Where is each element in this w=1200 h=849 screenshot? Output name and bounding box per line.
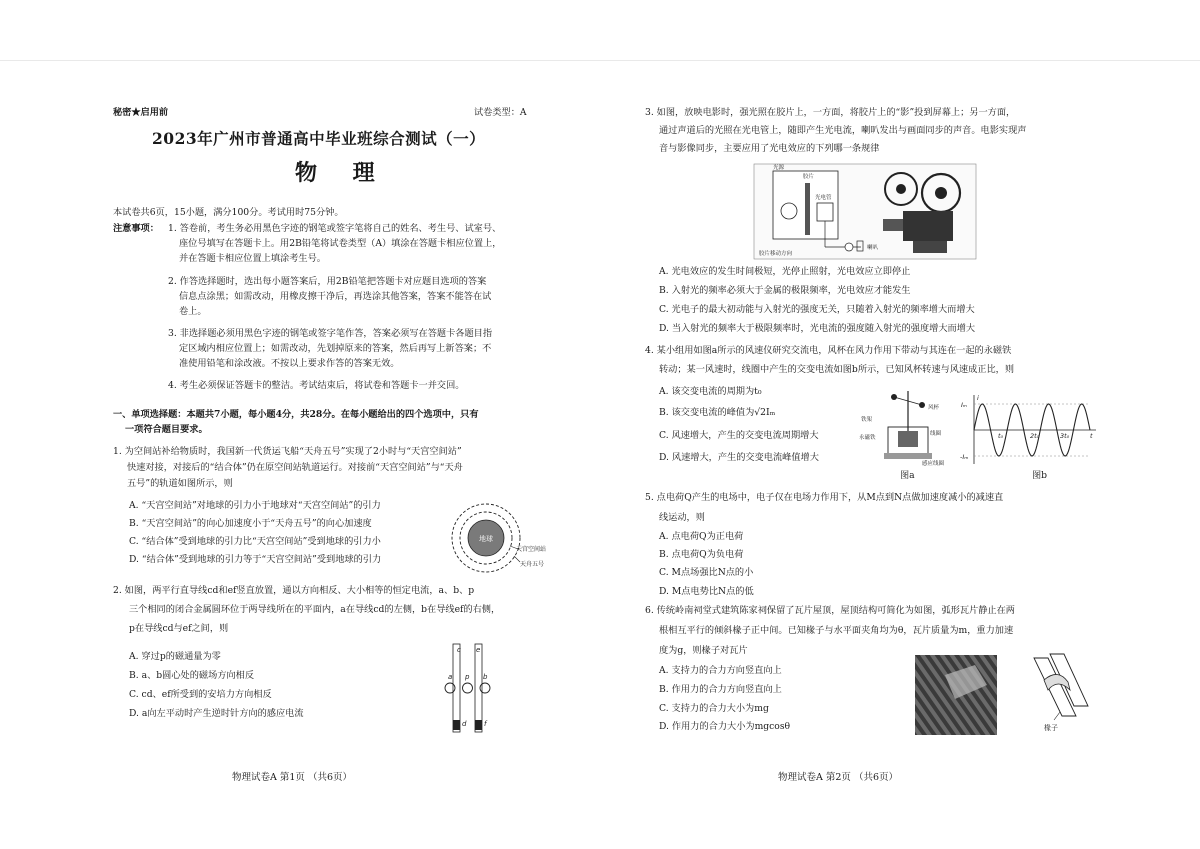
roof-tile-photo — [915, 655, 997, 735]
label-b: b — [483, 673, 488, 681]
label-magnet: 永磁铁 — [859, 435, 876, 441]
label-a: a — [448, 673, 453, 681]
q4-stem-line: 转动；某一风速时，线圈中产生的交变电流如图b所示，已知风杯转速与风速成正比，则 — [659, 364, 1015, 375]
label-speaker: 喇叭 — [867, 245, 879, 251]
label-t0: t₀ — [998, 432, 1004, 440]
page-footer: 物理试卷A 第1页 （共6页） — [232, 772, 352, 783]
label-film: 胶片 — [803, 174, 815, 180]
label-e: e — [476, 646, 481, 654]
label-coil: 线圈 — [930, 431, 942, 437]
label-f: f — [484, 720, 487, 728]
paper-type: 试卷类型：A — [474, 107, 527, 118]
label-induction-coil: 感应线圈 — [922, 461, 945, 467]
q1-option-b: B. “天宫空间站”的向心加速度小于“天舟五号”的向心加速度 — [129, 518, 372, 529]
label-d: d — [462, 720, 467, 728]
q3-option-b: B. 入射光的频率必须大于金属的极限频率，光电效应才能发生 — [659, 285, 911, 296]
q4-stem-line: 4. 某小组用如图a所示的风速仪研究交流电，风杯在风力作用下带动与其连在一起的永磁铁 — [645, 345, 1012, 356]
q6-option-c: C. 支持力的合力大小为mg — [659, 703, 769, 714]
q2-stem-line: 2. 如图，两平行直导线cd和ef竖直放置，通以方向相反、大小相等的恒定电流，a、b、p — [113, 585, 475, 596]
note-line: 信息点涂黑；如需改动，用橡皮擦干净后，再选涂其他答案，答案不能答在试 — [179, 291, 492, 302]
label-3t0: 3t₀ — [1060, 432, 1070, 440]
q3-option-d: D. 当入射光的频率大于极限频率时，光电流的强度随入射光的强度增大而增大 — [659, 323, 976, 334]
figure-a-caption: 图a — [900, 470, 915, 481]
notes-label: 注意事项： — [113, 223, 159, 234]
confidential-mark: 秘密★启用前 — [113, 107, 169, 118]
label-stand: 铁架 — [861, 417, 873, 423]
q6-stem-line: 根相互平行的倾斜椽子正中间。已知椽子与水平面夹角均为θ，瓦片质量为m，重力加速 — [659, 625, 1014, 636]
q3-option-a: A. 光电效应的发生时间极短，光停止照射，光电效应立即停止 — [659, 266, 911, 277]
label-2t0: 2t₀ — [1030, 432, 1040, 440]
intro-text: 本试卷共6页，15小题，满分100分。考试用时75分钟。 — [113, 207, 344, 218]
page-footer: 物理试卷A 第2页 （共6页） — [778, 772, 898, 783]
q3-stem-line: 音与影像同步，主要应用了光电效应的下列哪一条规律 — [659, 143, 880, 154]
section-heading-cont: 一项符合题目要求。 — [125, 424, 208, 435]
rafter-diagram — [1014, 650, 1094, 736]
note-line: 并在答题卡相应位置上填涂考生号。 — [179, 253, 326, 264]
label-neg-im: -Iₘ — [960, 453, 969, 461]
q2-stem-line: p在导线cd与ef之间，则 — [129, 623, 229, 634]
q1-stem-line: 五号”的轨道如图所示，则 — [127, 478, 233, 489]
q5-option-a: A. 点电荷Q为正电荷 — [659, 531, 744, 542]
note-line: 4. 考生必须保证答题卡的整洁。考试结束后，将试卷和答题卡一并交回。 — [168, 380, 465, 391]
q3-stem-line: 3. 如图，放映电影时，强光照在胶片上，一方面，将胶片上的“影”投到屏幕上；另一方面， — [645, 107, 1016, 118]
ship-label: 天舟五号 — [520, 561, 545, 568]
q5-option-b: B. 点电荷Q为负电荷 — [659, 549, 744, 560]
projector-figure — [753, 163, 978, 260]
figure-b-caption: 图b — [1032, 470, 1048, 481]
orbit-figure — [448, 500, 548, 576]
anemometer-figure — [858, 387, 958, 479]
q1-option-d: D. “结合体”受到地球的引力等于“天宫空间站”受到地球的引力 — [129, 554, 382, 565]
section-heading: 一、单项选择题：本题共7小题，每小题4分，共28分。在每小题给出的四个选项中，只有 — [113, 409, 479, 420]
label-p: p — [465, 673, 470, 681]
note-line: 1. 答卷前，考生务必用黑色字迹的钢笔或签字笔将自己的姓名、考生号、试室号、 — [168, 223, 502, 234]
q3-option-c: C. 光电子的最大初动能与入射光的强度无关，只随着入射光的频率增大而增大 — [659, 304, 975, 315]
label-c: c — [457, 646, 461, 654]
q6-option-d: D. 作用力的合力大小为mgcosθ — [659, 721, 791, 732]
rafter-label: 椽子 — [1044, 724, 1058, 732]
q1-option-c: C. “结合体”受到地球的引力比“天宫空间站”受到地球的引力小 — [129, 536, 381, 547]
q2-option-d: D. a向左平动时产生逆时针方向的感应电流 — [129, 708, 304, 719]
page-2 — [600, 0, 1200, 849]
q5-stem-line: 5. 点电荷Q产生的电场中，电子仅在电场力作用下，从M点到N点做加速度减小的减速直 — [645, 492, 1004, 503]
q2-option-a: A. 穿过p的磁通量为零 — [129, 651, 221, 662]
label-t: t — [1090, 432, 1093, 440]
label-im: Iₘ — [961, 401, 967, 409]
label-light-source: 光源 — [773, 165, 785, 171]
label-phototube: 光电管 — [815, 195, 832, 201]
label-cups: 风杯 — [928, 405, 940, 411]
note-line: 3. 非选择题必须用黑色字迹的钢笔或签字笔作答，答案必须写在答题卡各题目指 — [168, 328, 493, 339]
q1-stem-line: 快速对接，对接后的“结合体”仍在原空间站轨道运行。对接前“天宫空间站”与“天舟 — [127, 462, 463, 473]
label-i: i — [977, 394, 979, 402]
q4-option-a: A. 该交变电流的周期为t₀ — [659, 386, 762, 397]
q4-option-d: D. 风速增大，产生的交变电流峰值增大 — [659, 452, 819, 463]
note-line: 准使用铅笔和涂改液。不按以上要求作答的答案无效。 — [179, 358, 400, 369]
q4-option-c: C. 风速增大，产生的交变电流周期增大 — [659, 430, 819, 441]
earth-label: 地球 — [479, 535, 493, 543]
label-film-direction: 胶片移动方向 — [759, 251, 793, 257]
q2-stem-line: 三个相同的闭合金属圆环位于两导线所在的平面内，a在导线cd的左侧，b在导线ef的右侧， — [129, 604, 501, 615]
q5-option-d: D. M点电势比N点的低 — [659, 586, 754, 597]
parallel-wires-figure — [440, 640, 500, 736]
q2-option-c: C. cd、ef所受到的安培力方向相反 — [129, 689, 272, 700]
q1-option-a: A. “天宫空间站”对地球的引力小于地球对“天宫空间站”的引力 — [129, 500, 381, 511]
q5-option-c: C. M点场强比N点的小 — [659, 567, 754, 578]
q2-option-b: B. a、b圆心处的磁场方向相反 — [129, 670, 255, 681]
q5-stem-line: 线运动，则 — [659, 512, 705, 523]
note-line: 座位号填写在答题卡上。用2B铅笔将试卷类型（A）填涂在答题卡相应位置上， — [179, 238, 502, 249]
q3-stem-line: 通过声道后的光照在光电管上，随即产生光电流，喇叭发出与画面同步的声音。电影实现声 — [659, 125, 1027, 136]
q6-stem-line: 6. 传统岭南祠堂式建筑陈家祠保留了瓦片屋顶，屋顶结构可简化为如图，弧形瓦片静止在两 — [645, 605, 1015, 616]
subject-title: 物 理 — [295, 161, 389, 186]
q6-option-a: A. 支持力的合力方向竖直向上 — [659, 665, 782, 676]
note-line: 卷上。 — [179, 306, 207, 317]
note-line: 定区域内相应位置上；如需改动，先划掉原来的答案，然后再写上新答案；不 — [179, 343, 492, 354]
note-line: 2. 作答选择题时，选出每小题答案后，用2B铅笔把答题卡对应题目选项的答案 — [168, 276, 487, 287]
q6-option-b: B. 作用力的合力方向竖直向上 — [659, 684, 782, 695]
exam-title: 2023年广州市普通高中毕业班综合测试（一） — [152, 129, 486, 148]
q1-stem-line: 1. 为空间站补给物质时，我国新一代货运飞船“天舟五号”实现了2小时与“天宫空间站” — [113, 446, 462, 457]
station-label: 天宫空间站 — [516, 546, 547, 553]
q4-option-b: B. 该交变电流的峰值为√2Iₘ — [659, 407, 776, 418]
current-graph — [960, 392, 1100, 468]
q6-stem-line: 度为g，则椽子对瓦片 — [659, 645, 748, 656]
